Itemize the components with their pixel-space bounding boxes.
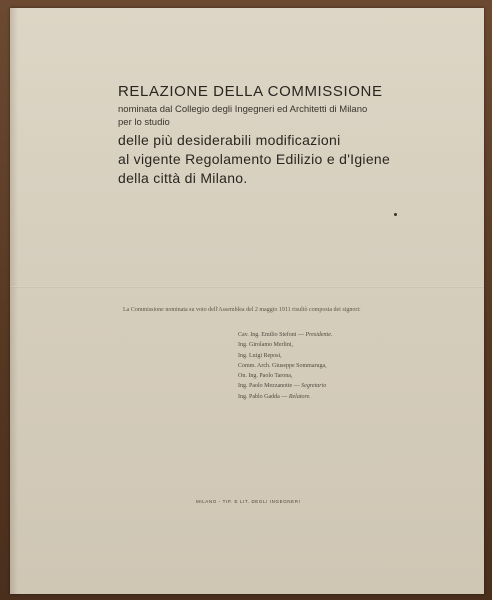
member-name: Ing. Luigi Reposi, xyxy=(238,352,282,359)
member-name: Ing. Pablo Gadda xyxy=(238,393,280,400)
member-role: Relatore. xyxy=(288,393,311,400)
member-name: Cav. Ing. Emilio Stefoni xyxy=(238,332,297,338)
member-list xyxy=(238,330,478,402)
member-line xyxy=(238,381,478,391)
topic-line-2: al vigente Regolamento Edilizio e d'Igiene xyxy=(118,151,391,167)
subtitle-line-1: nominata dal Collegio degli Ingegneri ed Architetti di Milano xyxy=(118,104,368,115)
member-name: Ing. Paolo Mezzanotte xyxy=(238,383,293,390)
member-line xyxy=(238,330,478,340)
member-name: Ing. Girolamo Merlini, xyxy=(238,342,293,349)
subtitle-line-2: per lo studio xyxy=(118,117,170,128)
member-line xyxy=(238,392,478,402)
member-name: Comm. Arch. Giuseppe Sommaruga, xyxy=(238,362,327,369)
member-line xyxy=(238,361,478,371)
role-separator: — xyxy=(296,332,306,338)
member-role: Presidente. xyxy=(305,332,333,338)
topic-line-3: della città di Milano. xyxy=(118,170,248,186)
member-role: Segretario xyxy=(301,383,327,390)
title-block xyxy=(118,83,448,188)
role-separator: — xyxy=(279,393,289,400)
printer-imprint: MILANO - TIP. E LIT. DEGLI INGEGNERI xyxy=(196,499,301,504)
document-heading: RELAZIONE DELLA COMMISSIONE xyxy=(118,83,383,100)
member-line xyxy=(238,351,478,361)
document-page xyxy=(10,8,484,594)
page-fold-crease xyxy=(10,286,484,288)
commission-intro-text: La Commissione nominata su voto dell'Assemblea del 2 maggio 1911 risultò composta dei signori: xyxy=(123,307,361,313)
member-name: On. Ing. Paolo Tarona, xyxy=(238,373,293,380)
member-line xyxy=(238,340,478,350)
topic-line-1: delle più desiderabili modificazioni xyxy=(118,132,341,148)
page-edge-shadow xyxy=(10,8,18,594)
ink-speck xyxy=(394,213,397,216)
member-line xyxy=(238,371,478,381)
role-separator: — xyxy=(292,383,302,390)
